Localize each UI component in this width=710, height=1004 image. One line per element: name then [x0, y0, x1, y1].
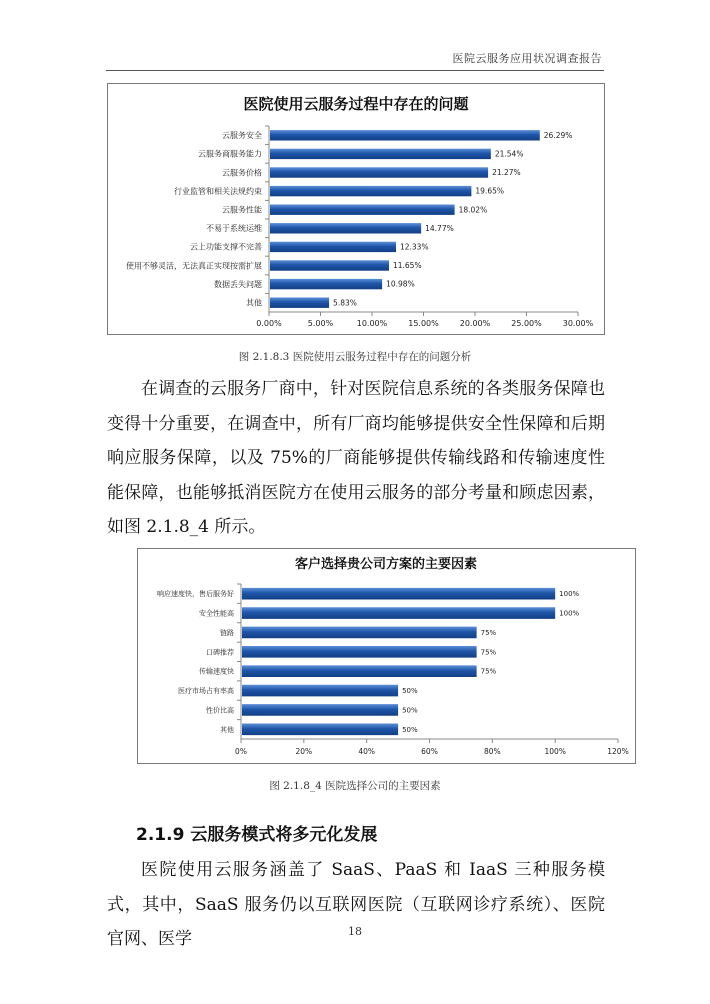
value-label: 75%	[480, 648, 497, 657]
category-label: 传输速度快	[199, 667, 234, 676]
x-tick-label: 30.00%	[562, 319, 594, 328]
chart-factors	[137, 548, 636, 764]
value-label: 18.02%	[458, 205, 488, 215]
value-label: 5.83%	[333, 298, 357, 308]
category-label: 安全性能高	[199, 609, 234, 618]
category-label: 云上功能支撑不完善	[190, 242, 262, 252]
chart-title: 医院使用云服务过程中存在的问题	[243, 95, 469, 113]
page-number: 18	[348, 925, 362, 938]
value-label: 21.27%	[492, 168, 521, 178]
value-label: 21.54%	[494, 149, 524, 159]
bar	[270, 167, 488, 177]
value-label: 50%	[402, 687, 418, 696]
x-tick-label: 0.00%	[256, 319, 282, 328]
chart-factors-svg	[138, 549, 635, 763]
category-label: 行业监管和相关法规约束	[174, 186, 262, 196]
category-label: 性价比高	[206, 706, 234, 715]
header-rule	[106, 70, 604, 71]
category-label: 数据丢失问题	[214, 279, 262, 289]
body-paragraph-1: 在调查的云服务厂商中，针对医院信息系统的各类服务保障也变得十分重要，在调查中，所有厂商均能够提供安全性保障和后期响应服务保障，以及 75%的厂商能够提供传输线路和传输速度性能保障，也能够抵消医院方在使用云服务的部分考量和顾虑因素，如图 2.1.8_4 所示。	[107, 379, 605, 537]
category-label: 响应速度快，售后服务好	[157, 590, 234, 599]
figure-caption-2: 图 2.1.8_4 医院选择公司的主要因素	[269, 780, 441, 792]
x-tick-label: 120%	[607, 747, 629, 756]
value-label: 75%	[480, 628, 497, 637]
category-label: 医疗市场占有率高	[178, 687, 234, 696]
value-label: 50%	[402, 706, 418, 715]
bar	[242, 665, 477, 677]
figure-caption-1: 图 2.1.8.3 医院使用云服务过程中存在的问题分析	[238, 351, 472, 363]
bar	[242, 724, 398, 736]
value-label: 26.29%	[543, 130, 573, 140]
bar	[270, 130, 540, 140]
bar	[270, 204, 455, 214]
section-heading: 2.1.9 云服务模式将多元化发展	[136, 825, 378, 845]
category-label: 云服务价格	[222, 168, 262, 178]
x-tick-label: 25.00%	[511, 319, 542, 328]
chart-problems-svg	[108, 84, 604, 334]
bar	[270, 223, 421, 233]
x-tick-label: 20.00%	[459, 319, 491, 328]
bar	[270, 186, 471, 196]
category-label: 云服务性能	[222, 205, 262, 215]
value-label: 11.65%	[392, 261, 422, 271]
value-label: 75%	[480, 667, 497, 676]
bar	[242, 607, 555, 619]
category-label: 云服务安全	[222, 131, 262, 141]
bar	[270, 297, 329, 307]
value-label: 50%	[402, 725, 418, 734]
x-tick-label: 100%	[544, 747, 566, 756]
value-label: 14.77%	[425, 223, 454, 233]
category-label: 使用不够灵活，无法真正实现按需扩展	[126, 261, 262, 271]
x-tick-label: 20%	[295, 747, 313, 756]
category-label: 其他	[220, 725, 234, 734]
bar	[270, 279, 382, 289]
category-label: 云服务商服务能力	[198, 149, 262, 159]
category-label: 不易于系统运维	[206, 224, 262, 234]
category-label: 链路	[220, 628, 234, 637]
bar	[270, 260, 389, 270]
bar	[242, 588, 555, 600]
category-label: 其他	[246, 298, 262, 308]
value-label: 12.33%	[399, 242, 429, 252]
x-tick-label: 40%	[358, 747, 376, 756]
category-label: 口碑推荐	[206, 648, 234, 657]
bar	[270, 242, 396, 252]
x-tick-label: 5.00%	[307, 319, 334, 328]
page-header-title: 医院云服务应用状况调查报告	[452, 52, 602, 65]
bar	[242, 704, 398, 716]
body-paragraph-2: 医院使用云服务涵盖了 SaaS、PaaS 和 IaaS 三种服务模式，其中，SaaS 服务仍以互联网医院（互联网诊疗系统）、医院官网、医学	[107, 860, 605, 949]
x-tick-label: 0%	[235, 747, 247, 756]
bar	[242, 627, 477, 639]
bar	[242, 646, 477, 658]
value-label: 10.98%	[386, 279, 415, 289]
chart-title: 客户选择贵公司方案的主要因素	[294, 557, 478, 572]
bar	[242, 685, 398, 697]
bar	[270, 149, 491, 159]
value-label: 19.65%	[475, 186, 505, 196]
x-tick-label: 10.00%	[356, 319, 388, 328]
value-label: 100%	[559, 590, 580, 599]
x-tick-label: 80%	[483, 747, 501, 756]
value-label: 100%	[559, 609, 580, 618]
x-tick-label: 60%	[421, 747, 438, 756]
chart-problems	[107, 83, 605, 335]
x-tick-label: 15.00%	[408, 319, 439, 328]
